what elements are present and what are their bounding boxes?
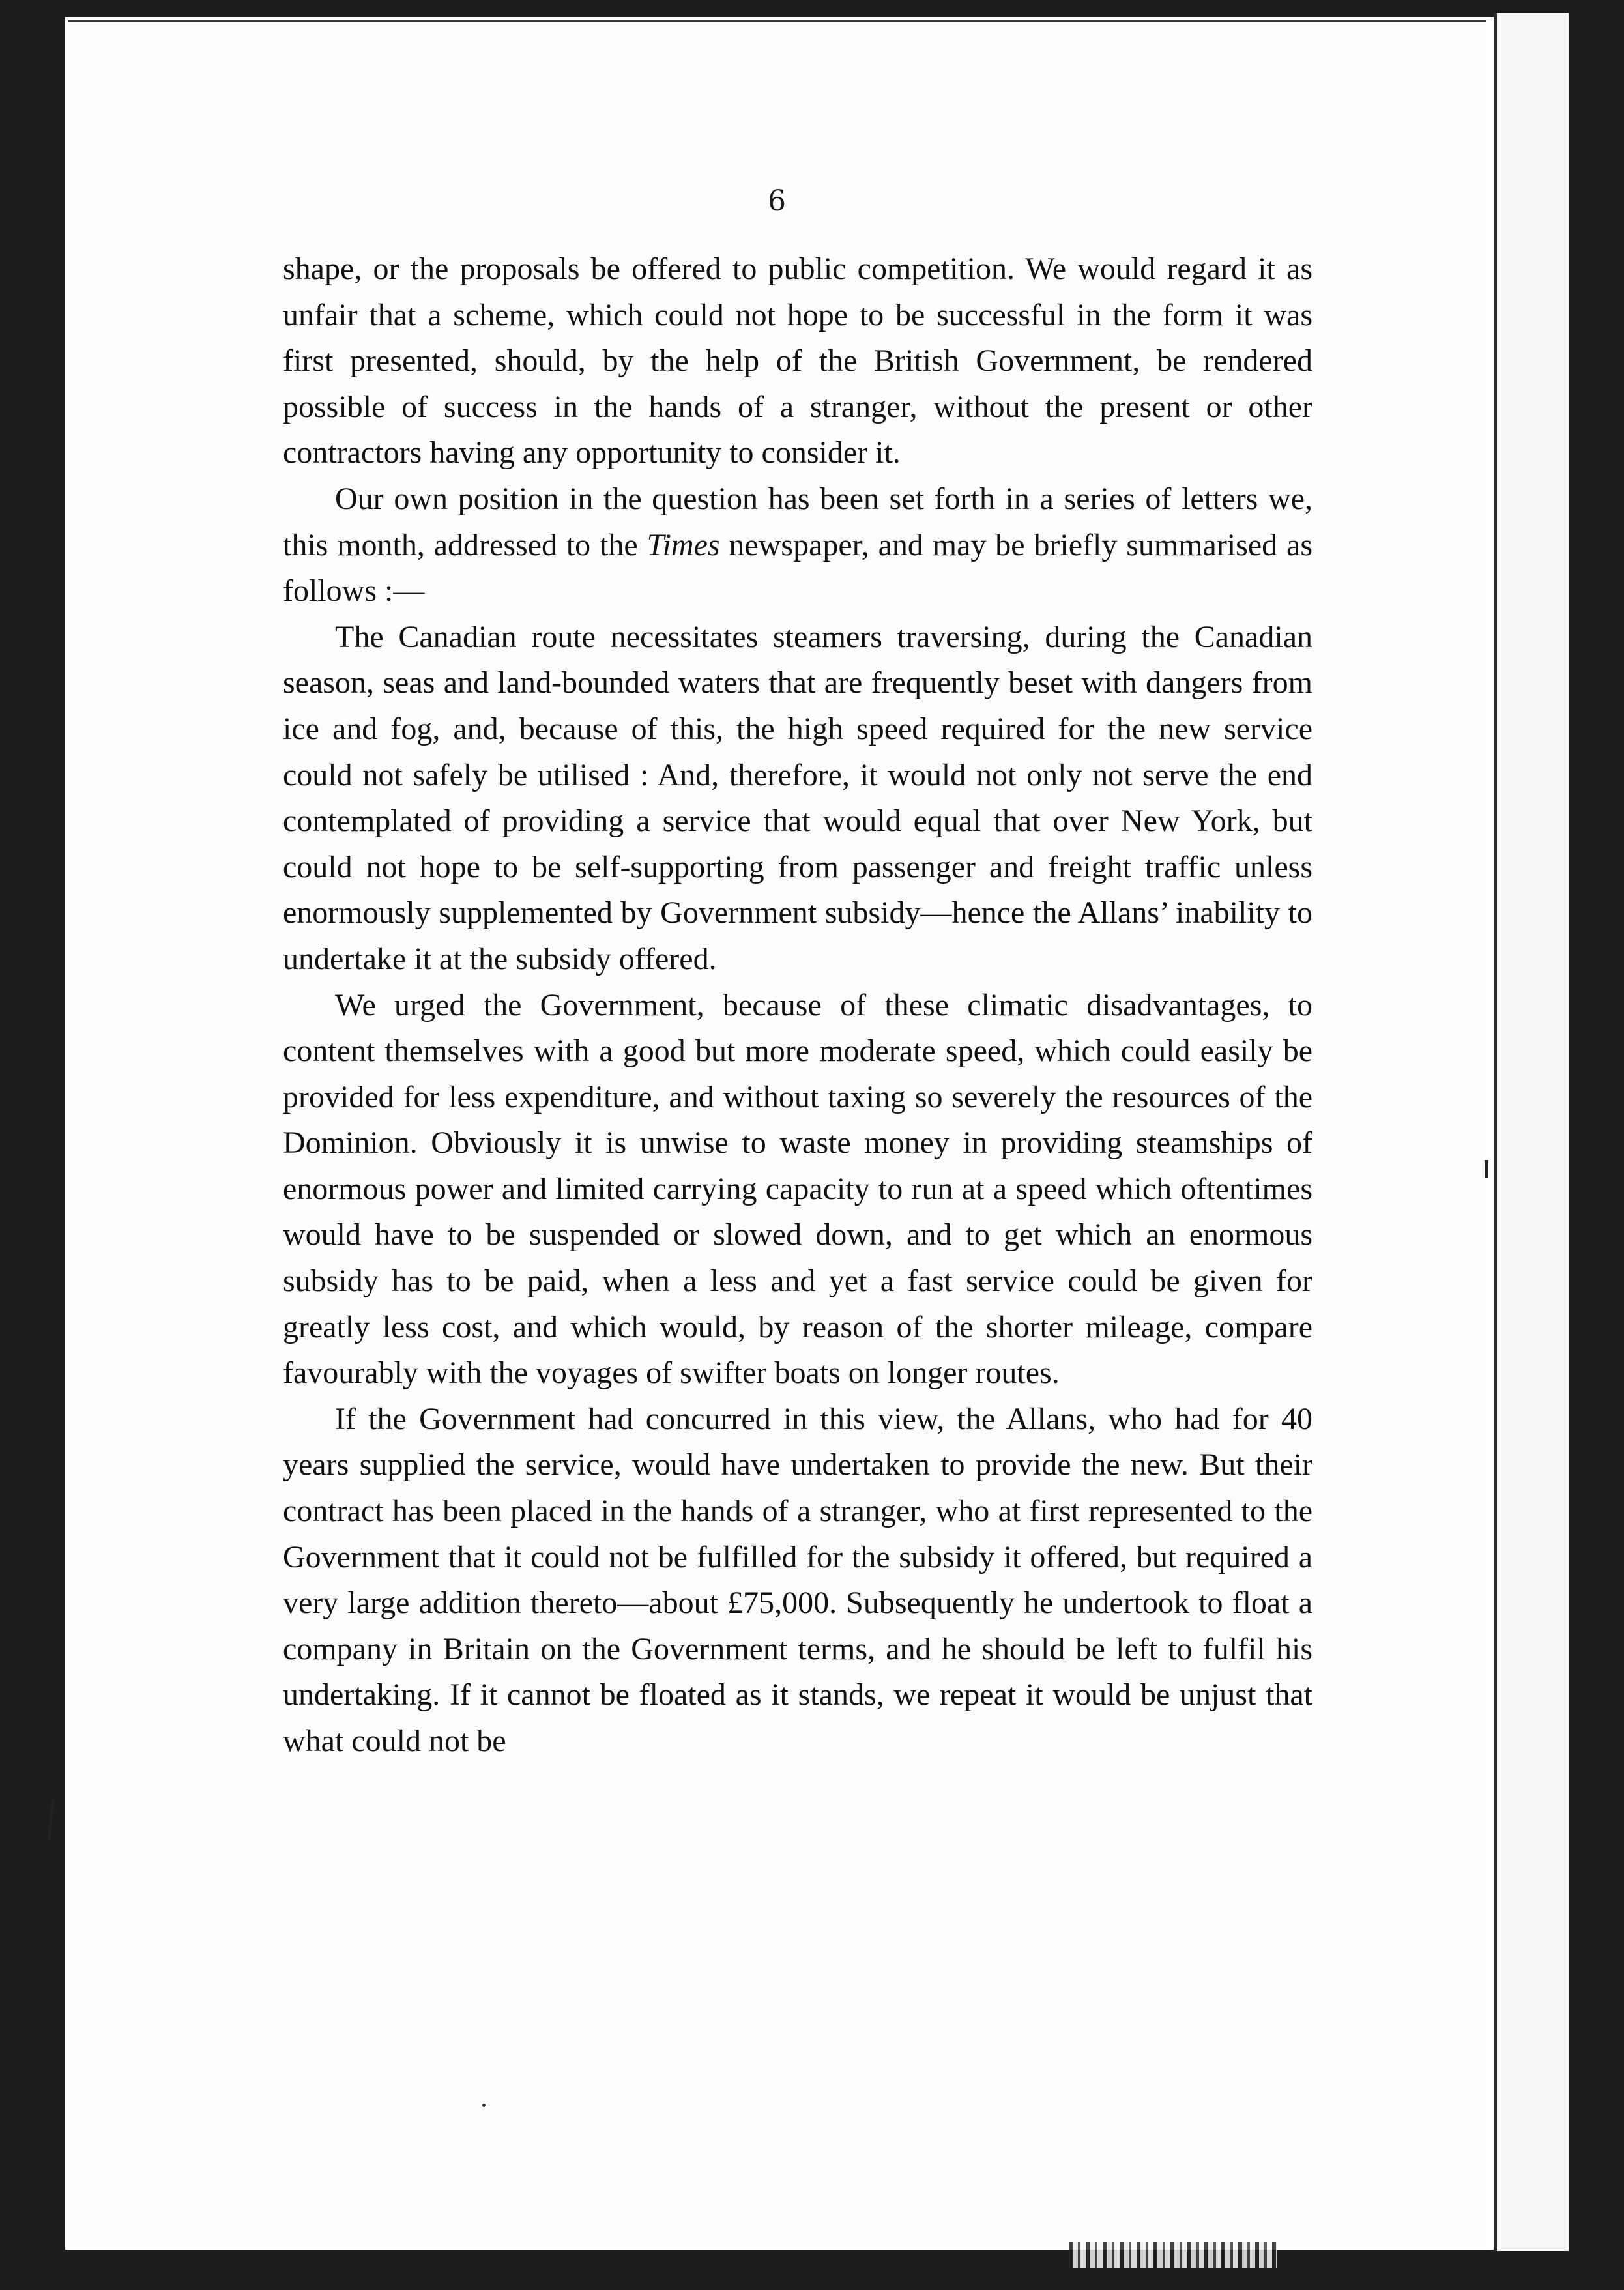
paragraph-1: shape, or the proposals be offered to public competition. We would regard it as unfair that a scheme, which could not hope to be successful in the form it was first presented, should, by the help of the British Government, be rendered possible of success in the hands of a stranger, without the present or other contractors having any opportunity to consider it. xyxy=(283,252,1312,471)
paragraph-2 xyxy=(283,476,1312,615)
paragraph-2-italic-title: Times xyxy=(646,527,720,562)
scan-artifact-mark xyxy=(1485,1160,1488,1178)
paragraph-2-text-after: newspaper, and may be briefly summarised as follows :— xyxy=(283,527,1312,609)
scan-border-bottom xyxy=(0,2250,1624,2290)
paragraph-4: We urged the Government, because of these climatic disadvantages, to content themselves with a good but more moderate speed, which could easily be provided for less expenditure, and without taxing so severely the resources of the Dominion. Obviously it is unwise to waste money in providing steamships of enormous power and limited carrying capacity to run at a speed which oftentimes would have to be suspended or slowed down, and to get which an enormous subsidy has to be paid, when a less and yet a fast service could be given for greatly less cost, and which would, by reason of the shorter mileage, compare favourably with the voyages of swifter boats on longer routes. xyxy=(283,987,1312,1391)
page-number: 6 xyxy=(768,184,786,218)
paragraph-3: The Canadian route necessitates steamers traversing, during the Canadian season, seas and land-bounded waters that are frequently beset with dangers from ice and fog, and, because of this, the high speed required for the new service could not safely be utilised : And, therefore, it would not only not serve the end contemplated of providing a service that would equal that over New York, but could not hope to be self-supporting from passenger and freight traffic unless enormously supplemented by Government subsidy—hence the Allans’ inability to undertake it at the subsidy offered. xyxy=(283,619,1312,976)
scan-border-left xyxy=(0,0,65,2290)
scan-artifact-speck xyxy=(482,2104,486,2107)
paragraph-5: If the Government had concurred in this view, the Allans, who had for 40 years supplied the service, would have undertaken to provide the new. But their contract has been placed in the hands of a stranger, who at first represented to the Government that it could not be fulfilled for the subsidy it offered, but required a very large addition thereto—about £75,000. Subsequently he undertook to float a company in Britain on the Government terms, and he should be left to fulfil his undertaking. If it cannot be floated as it stands, we repeat it would be unjust that what could not be xyxy=(283,1401,1312,1758)
body-text xyxy=(283,246,1312,1765)
adjacent-page-edge xyxy=(1494,13,1569,2251)
scan-artifact-noise xyxy=(1069,2242,1277,2268)
scan-border-top xyxy=(0,0,1624,17)
scan-border-right xyxy=(1567,0,1624,2290)
paragraph-2-text-before: Our own position in the question has been set forth in a series of letters we, this month, addressed to the xyxy=(283,481,1312,562)
